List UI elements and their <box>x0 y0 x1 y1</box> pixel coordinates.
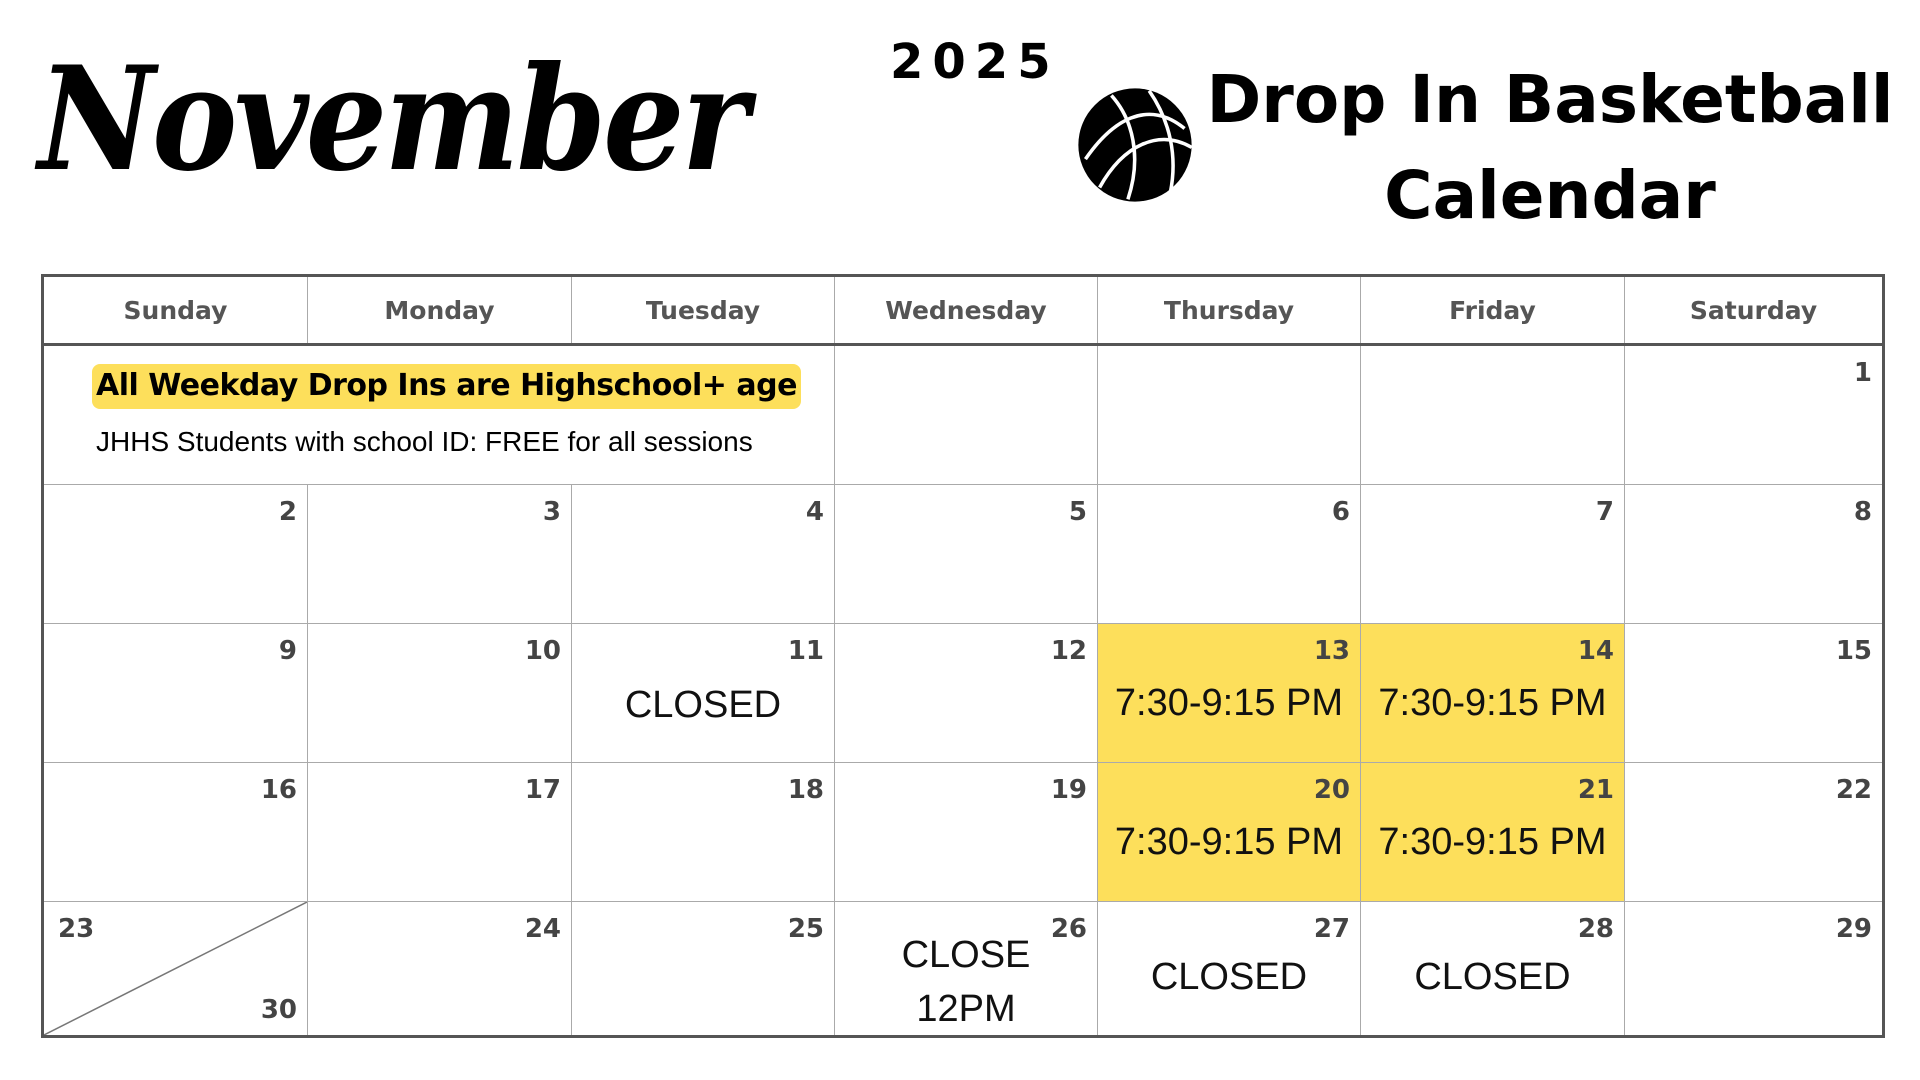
day-number: 28 <box>1577 914 1614 944</box>
day-cell-26 <box>835 902 1098 1035</box>
day-cell-14 <box>1361 624 1625 763</box>
day-cell-6 <box>1098 485 1361 624</box>
weekday-monday: Monday <box>308 277 572 343</box>
day-cell-12 <box>835 624 1098 763</box>
day-cell-22 <box>1625 763 1882 902</box>
student-pricing-note: JHHS Students with school ID: FREE for all sessions <box>96 426 753 457</box>
day-cell-11 <box>572 624 835 763</box>
year-label: 2025 <box>890 34 1060 90</box>
day-cell-9 <box>44 624 308 763</box>
weekday-tuesday: Tuesday <box>572 277 835 343</box>
day-number-23: 23 <box>58 914 95 944</box>
day-cell-25 <box>572 902 835 1035</box>
day-cell-17 <box>308 763 572 902</box>
day-cell-19 <box>835 763 1098 902</box>
early-close-line-2: 12PM <box>916 988 1016 1030</box>
weekday-saturday: Saturday <box>1689 295 1818 325</box>
day-cell-5 <box>835 485 1098 624</box>
early-close-line-1: CLOSE <box>901 934 1031 976</box>
closed-label: CLOSED <box>624 684 782 726</box>
day-cell-4 <box>572 485 835 624</box>
info-note-cell <box>44 346 835 485</box>
day-cell-24 <box>308 902 572 1035</box>
calendar-title <box>1200 52 1900 244</box>
day-number: 13 <box>1313 636 1350 666</box>
basketball-icon <box>1076 86 1194 204</box>
day-number: 16 <box>260 775 297 805</box>
day-number: 25 <box>787 914 824 944</box>
early-close-label <box>835 928 1097 1036</box>
day-number: 17 <box>524 775 561 805</box>
day-cell-empty <box>1098 346 1361 485</box>
session-time: 7:30-9:15 PM <box>1378 682 1607 724</box>
day-number: 5 <box>1068 497 1087 527</box>
day-number: 26 <box>1050 914 1087 944</box>
day-number: 3 <box>542 497 561 527</box>
day-cell-13 <box>1098 624 1361 763</box>
day-cell-2 <box>44 485 308 624</box>
closed-label: CLOSED <box>1414 956 1571 998</box>
day-cell-15 <box>1625 624 1882 763</box>
day-number: 14 <box>1577 636 1614 666</box>
day-number: 19 <box>1050 775 1087 805</box>
closed-label: CLOSED <box>1150 956 1308 998</box>
day-cell-empty <box>835 346 1098 485</box>
session-time: 7:30-9:15 PM <box>1114 682 1344 724</box>
day-number: 2 <box>278 497 297 527</box>
day-number-30: 30 <box>260 995 297 1025</box>
day-number: 10 <box>524 636 561 666</box>
day-number: 11 <box>787 636 824 666</box>
day-cell-8 <box>1625 485 1882 624</box>
weekday-wednesday: Wednesday <box>835 277 1098 343</box>
day-cell-1 <box>1625 346 1882 485</box>
day-number: 24 <box>524 914 561 944</box>
day-cell-16 <box>44 763 308 902</box>
session-time: 7:30-9:15 PM <box>1378 821 1607 863</box>
day-number: 9 <box>278 636 297 666</box>
day-number: 1 <box>1853 358 1872 388</box>
day-number: 15 <box>1835 636 1872 666</box>
month-title: November <box>38 35 746 204</box>
day-cell-23-30 <box>44 902 308 1035</box>
calendar-grid <box>41 274 1885 1038</box>
day-number: 7 <box>1595 497 1614 527</box>
day-cell-20 <box>1098 763 1361 902</box>
day-cell-18 <box>572 763 835 902</box>
session-time: 7:30-9:15 PM <box>1114 821 1344 863</box>
title-line-2: Calendar <box>1384 157 1716 234</box>
weekday-friday: Friday <box>1361 277 1625 343</box>
day-number: 27 <box>1313 914 1350 944</box>
day-number: 29 <box>1835 914 1872 944</box>
day-cell-21 <box>1361 763 1625 902</box>
age-requirement-note: All Weekday Drop Ins are Highschool+ age <box>92 364 801 409</box>
day-number: 12 <box>1050 636 1087 666</box>
day-number: 20 <box>1313 775 1350 805</box>
day-cell-empty <box>1361 346 1625 485</box>
day-cell-10 <box>308 624 572 763</box>
day-number: 8 <box>1853 497 1872 527</box>
title-line-1: Drop In Basketball <box>1206 61 1894 138</box>
day-cell-7 <box>1361 485 1625 624</box>
day-cell-27 <box>1098 902 1361 1035</box>
day-number: 4 <box>805 497 824 527</box>
day-number: 21 <box>1577 775 1614 805</box>
day-number: 6 <box>1331 497 1350 527</box>
weekday-sunday: Sunday <box>44 277 308 343</box>
day-cell-28 <box>1361 902 1625 1035</box>
day-number: 22 <box>1835 775 1872 805</box>
day-cell-29 <box>1625 902 1882 1035</box>
weekday-thursday: Thursday <box>1098 277 1361 343</box>
day-number: 18 <box>787 775 824 805</box>
day-cell-3 <box>308 485 572 624</box>
